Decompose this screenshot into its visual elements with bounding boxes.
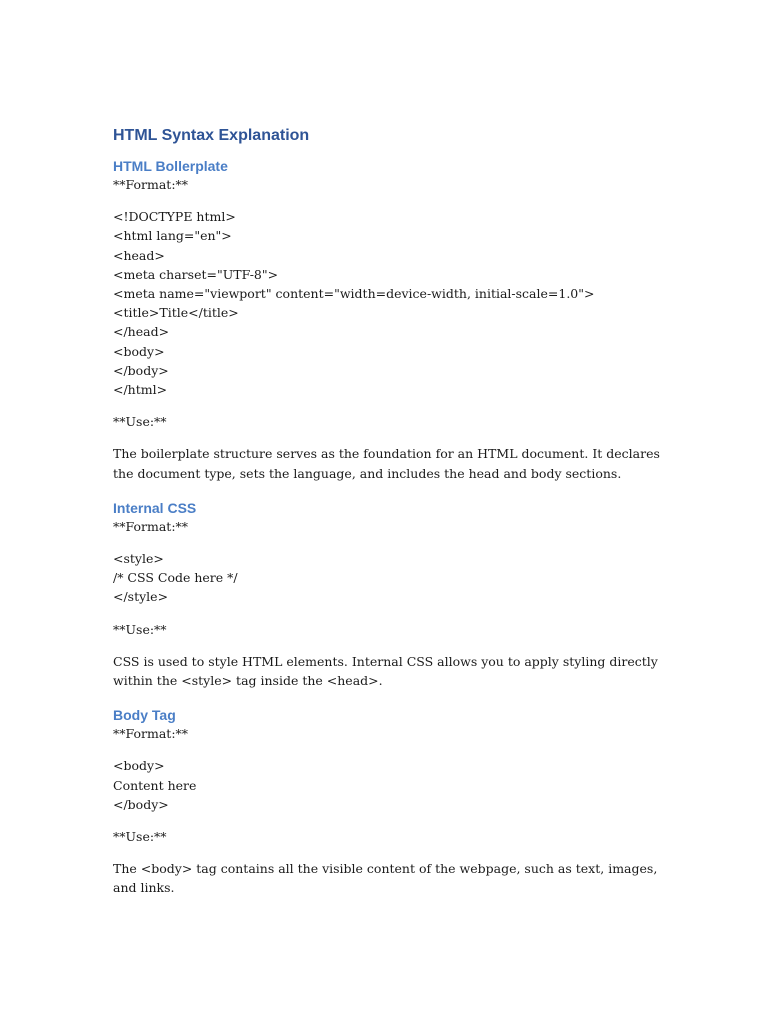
format-label: **Format:** — [113, 726, 189, 742]
code-line: <!DOCTYPE html> — [113, 209, 236, 225]
code-line: <style> — [113, 551, 164, 567]
section-description: The <body> tag contains all the visible content of the webpage, such as text, images, and links. — [113, 861, 658, 896]
code-line: <html lang="en"> — [113, 228, 232, 244]
section-body-tag — [113, 706, 673, 897]
section-heading: Body Tag — [113, 707, 176, 724]
code-line: <head> — [113, 247, 165, 263]
code-line: <body> — [113, 758, 165, 774]
code-line: <title>Title</title> — [113, 305, 239, 321]
code-line: </body> — [113, 796, 169, 812]
code-line: </body> — [113, 362, 169, 378]
code-line: /* CSS Code here */ — [113, 570, 238, 586]
code-block — [113, 549, 673, 607]
section-heading: HTML Bollerplate — [113, 158, 228, 174]
document-title: HTML Syntax Explanation — [113, 127, 310, 144]
section-html-boilerplate — [113, 157, 673, 483]
code-line: </head> — [113, 324, 170, 340]
section-description: CSS is used to style HTML elements. Internal CSS allows you to apply styling directly within the <style> tag inside the <head>. — [113, 653, 658, 689]
code-block — [113, 756, 673, 814]
format-label: **Format:** — [113, 518, 189, 534]
code-line: <body> — [113, 343, 165, 359]
use-label: **Use:** — [113, 414, 167, 430]
format-label: **Format:** — [113, 177, 189, 192]
code-line: Content here — [113, 777, 197, 793]
code-line: <meta name="viewport" content="width=device-width, initial-scale=1.0"> — [113, 286, 595, 302]
code-block — [113, 207, 673, 399]
code-line: <meta charset="UTF-8"> — [113, 266, 279, 282]
document-content — [113, 126, 673, 898]
use-label: **Use:** — [113, 621, 167, 637]
code-line: </html> — [113, 382, 168, 398]
section-heading: Internal CSS — [113, 499, 197, 516]
section-description: The boilerplate structure serves as the foundation for an HTML document. It declares the document type, sets the language, and includes the head and body sections. — [113, 446, 660, 481]
use-label: **Use:** — [113, 829, 167, 845]
code-line: </style> — [113, 589, 169, 605]
section-internal-css — [113, 499, 673, 690]
